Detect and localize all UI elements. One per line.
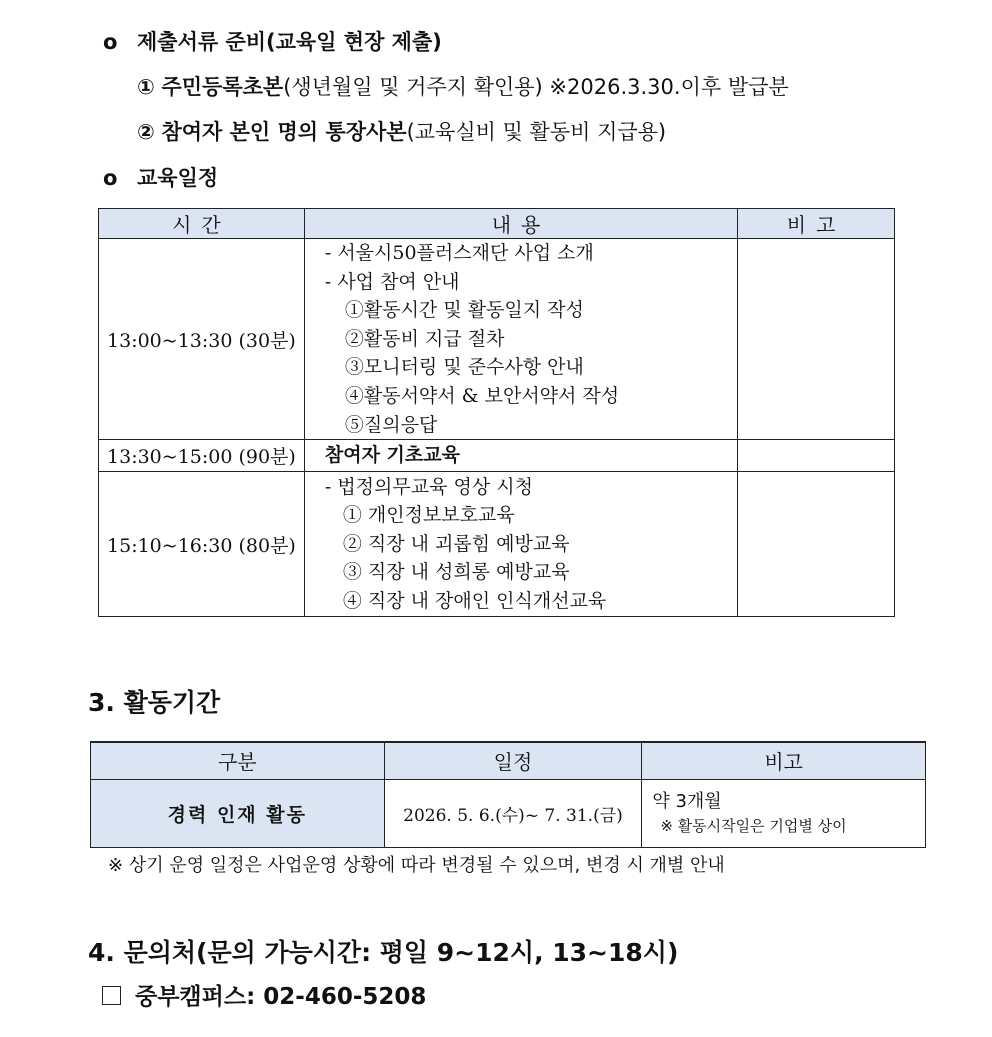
bullet-circle-icon: o	[103, 166, 118, 190]
contact-line: 중부캠퍼스: 02-460-5208	[102, 978, 426, 1011]
header-schedule: 일정	[384, 742, 642, 779]
content-item: ①활동시간 및 활동일지 작성	[344, 299, 584, 322]
table-row	[99, 472, 895, 617]
table-row	[91, 779, 926, 847]
schedule-title: o 교육일정	[103, 166, 219, 190]
content-item: ③모니터링 및 준수사항 안내	[344, 356, 584, 379]
contact-heading: 4. 문의처(문의 가능시간: 평일 9~12시, 13~18시)	[88, 938, 679, 967]
content-item: ② 직장 내 괴롭힘 예방교육	[342, 532, 570, 555]
period-header-row	[91, 742, 926, 779]
content-cell	[304, 239, 737, 440]
remark-main: 약 3개월	[652, 790, 722, 812]
content-cell	[304, 472, 737, 617]
period-footnote: ※ 상기 운영 일정은 사업운영 상황에 따라 변경될 수 있으며, 변경 시 개별 안내	[108, 855, 725, 876]
table-row	[99, 440, 895, 472]
category-cell: 경력 인재 활동	[91, 779, 385, 847]
content-item: ③ 직장 내 성희롱 예방교육	[342, 561, 570, 584]
content-line: - 법정의무교육 영상 시청	[324, 475, 533, 498]
bullet-circle-icon: o	[103, 30, 118, 54]
date-cell: 2026. 5. 6.(수)~ 7. 31.(금)	[384, 779, 642, 847]
content-item: ②활동비 지급 절차	[344, 327, 505, 350]
remark-note: ※ 활동시작일은 기업별 상이	[660, 816, 847, 835]
header-category: 구분	[91, 742, 385, 779]
documents-title: o 제출서류 준비(교육일 현장 제출)	[103, 30, 442, 54]
content-line: - 서울시50플러스재단 사업 소개	[324, 242, 594, 264]
period-heading: 3. 활동기간	[88, 688, 221, 717]
header-time: 시간	[99, 209, 305, 239]
remark-cell	[642, 779, 926, 847]
header-remark: 비고	[642, 742, 926, 779]
remark-cell	[738, 472, 895, 617]
documents-item-1: ① 주민등록초본(생년월일 및 거주지 확인용) ※2026.3.30.이후 발급분	[137, 75, 789, 99]
content-item: ⑤질의응답	[344, 413, 438, 436]
header-remark: 비고	[738, 209, 895, 239]
schedule-header-row	[99, 209, 895, 239]
content-cell: 참여자 기초교육	[304, 440, 737, 472]
time-cell: 15:10~16:30 (80분)	[99, 472, 305, 617]
checkbox-square-icon	[102, 986, 121, 1005]
schedule-table	[98, 208, 895, 617]
table-row	[99, 239, 895, 440]
header-content: 내용	[304, 209, 737, 239]
period-table	[90, 741, 926, 848]
remark-cell	[738, 440, 895, 472]
time-cell: 13:00~13:30 (30분)	[99, 239, 305, 440]
content-line: - 사업 참여 안내	[324, 270, 460, 293]
content-item: ① 개인정보보호교육	[342, 504, 515, 527]
content-item: ④ 직장 내 장애인 인식개선교육	[342, 590, 607, 613]
time-cell: 13:30~15:00 (90분)	[99, 440, 305, 472]
documents-item-2: ② 참여자 본인 명의 통장사본(교육실비 및 활동비 지급용)	[137, 120, 667, 144]
remark-cell	[738, 239, 895, 440]
content-item: ④활동서약서 & 보안서약서 작성	[344, 384, 620, 407]
